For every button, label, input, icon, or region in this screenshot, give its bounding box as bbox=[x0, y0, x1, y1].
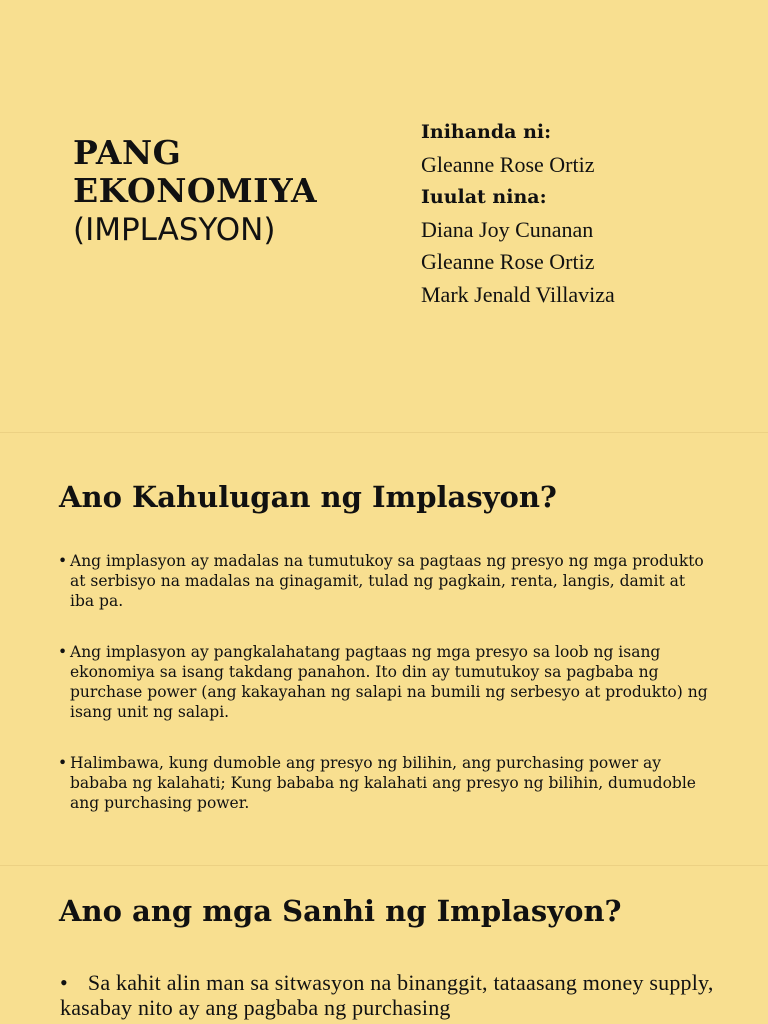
bullet-icon: • bbox=[58, 754, 68, 772]
reporters-label: Iuulat nina: bbox=[421, 186, 547, 208]
title-subtitle: (IMPLASYON) bbox=[73, 212, 276, 248]
prepared-by-name: Gleanne Rose Ortiz bbox=[421, 151, 595, 177]
bullet-text: Halimbawa, kung dumoble ang presyo ng bilihin, ang purchasing power ay bababa ng kalahati; Kung bababa ng kalahati ang presyo ng bilihin, dumudoble ang purchasing power. bbox=[70, 754, 696, 812]
title-line-2: EKONOMIYA bbox=[73, 171, 318, 210]
slide-title bbox=[0, 0, 768, 432]
bullet-list bbox=[60, 970, 740, 1020]
slide-causes bbox=[0, 866, 768, 1024]
bullet-item bbox=[60, 970, 740, 1020]
bullet-text: Sa kahit alin man sa sitwasyon na binanggit, tataasang money supply, kasabay nito ay ang pagbaba ng purchasing bbox=[60, 970, 714, 1020]
bullet-icon: • bbox=[60, 970, 68, 995]
credits-block bbox=[421, 116, 615, 311]
bullet-icon: • bbox=[58, 643, 68, 661]
slide-definition bbox=[0, 433, 768, 865]
prepared-label: Inihanda ni: bbox=[421, 121, 552, 143]
title-line-1: PANG bbox=[73, 133, 182, 172]
bullet-item bbox=[58, 642, 708, 722]
bullet-item bbox=[58, 551, 708, 611]
slide-heading: Ano ang mga Sanhi ng Implasyon? bbox=[59, 894, 622, 928]
bullet-item bbox=[58, 753, 708, 813]
bullet-text: Ang implasyon ay madalas na tumutukoy sa pagtaas ng presyo ng mga produkto at serbisyo na madalas na ginagamit, tulad ng pagkain, renta, langis, damit at iba pa. bbox=[70, 552, 704, 610]
slide-heading: Ano Kahulugan ng Implasyon? bbox=[59, 480, 557, 514]
bullet-text: Ang implasyon ay pangkalahatang pagtaas ng mga presyo sa loob ng isang ekonomiya sa isang takdang panahon. Ito din ay tumutukoy sa pagbaba ng purchase power (ang kakayahan ng salapi na bumili ng serbesyo at produkto) ng isang unit ng salapi. bbox=[70, 643, 708, 721]
reporter-name: Mark Jenald Villaviza bbox=[421, 281, 615, 307]
bullet-list bbox=[58, 551, 708, 844]
reporter-name: Gleanne Rose Ortiz bbox=[421, 249, 595, 274]
bullet-icon: • bbox=[58, 552, 68, 570]
title-block bbox=[73, 134, 317, 250]
reporter-name: Diana Joy Cunanan bbox=[421, 216, 594, 242]
